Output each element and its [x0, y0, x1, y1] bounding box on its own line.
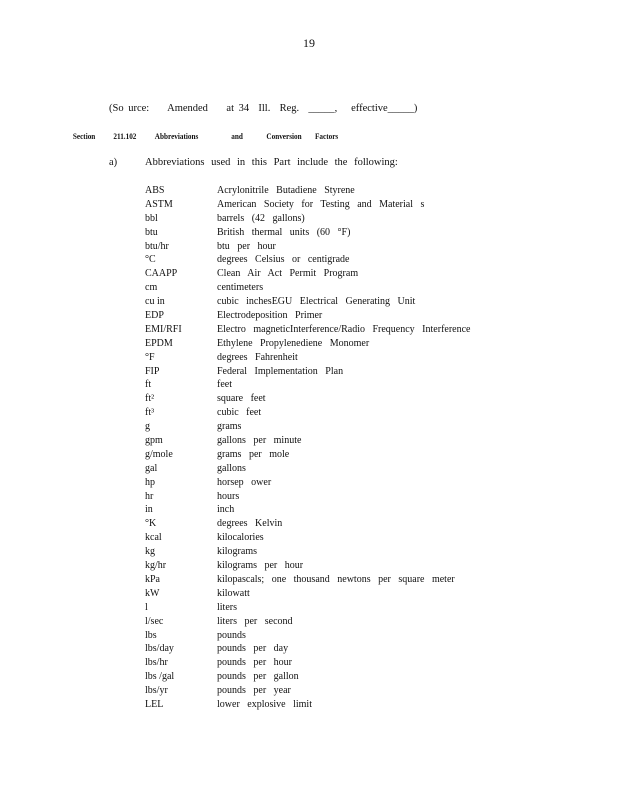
abbreviation-term: °K	[145, 518, 157, 530]
abbreviation-definition: Clean Air Act Permit Program	[217, 268, 359, 280]
abbreviation-definition: hours	[217, 490, 240, 502]
abbreviation-row	[0, 656, 618, 670]
abbreviation-term: lbs /gal	[145, 671, 175, 683]
abbreviation-row	[0, 601, 618, 615]
abbreviation-definition: grams per mole	[217, 448, 290, 460]
section-title-word: Abbreviations	[154, 132, 199, 141]
abbreviation-definition: degrees Celsius or centigrade	[217, 254, 350, 266]
abbreviation-term: kPa	[145, 573, 160, 585]
abbreviation-definition: Electrodeposition Primer	[217, 310, 323, 322]
abbreviation-row	[0, 253, 618, 267]
abbreviation-definition: kilograms per hour	[217, 560, 304, 572]
abbreviation-definition: British thermal units (60 °F)	[217, 226, 351, 238]
abbreviation-term: btu	[145, 226, 158, 238]
abbreviation-row	[0, 212, 618, 226]
abbreviation-term: gal	[145, 462, 158, 474]
abbreviation-definition: barrels (42 gallons)	[217, 212, 305, 224]
abbreviation-term: kg	[145, 546, 155, 558]
abbreviation-term: lbs	[145, 629, 157, 641]
abbreviation-term: bbl	[145, 212, 158, 224]
abbreviation-definition: pounds per year	[217, 685, 291, 697]
abbreviation-definition: pounds per gallon	[217, 671, 299, 683]
abbreviation-term: gpm	[145, 435, 163, 447]
abbreviation-row	[0, 476, 618, 490]
abbreviation-definition: liters	[217, 601, 237, 613]
abbreviation-definition: Federal Implementation Plan	[217, 365, 344, 377]
abbreviation-row	[0, 184, 618, 198]
abbreviation-term: kcal	[145, 532, 162, 544]
abbreviation-term: ft²	[145, 393, 155, 405]
abbreviation-row	[0, 351, 618, 365]
abbreviation-term: cu in	[145, 296, 165, 308]
source-note: (So urce: Amended at 34 Ill. Reg. _____, effective_____)	[109, 103, 418, 114]
abbreviation-row	[0, 545, 618, 559]
abbreviation-row	[0, 573, 618, 587]
abbreviation-row	[0, 309, 618, 323]
abbreviation-term: l	[145, 601, 148, 613]
abbreviation-row	[0, 281, 618, 295]
abbreviation-definition: grams	[217, 421, 242, 433]
abbreviation-definition: lower explosive limit	[217, 698, 312, 710]
abbreviation-term: hp	[145, 476, 155, 488]
section-title-word: and	[231, 132, 243, 141]
abbreviation-row	[0, 378, 618, 392]
abbreviation-row	[0, 323, 618, 337]
abbreviation-definition: feet	[217, 379, 232, 391]
abbreviation-term: g/mole	[145, 448, 173, 460]
abbreviation-term: in	[145, 504, 153, 516]
abbreviation-row	[0, 198, 618, 212]
abbreviation-list	[0, 184, 618, 712]
abbreviation-row	[0, 490, 618, 504]
abbreviation-row	[0, 462, 618, 476]
abbreviation-row	[0, 615, 618, 629]
abbreviation-row	[0, 629, 618, 643]
section-heading	[0, 132, 556, 146]
abbreviation-definition: pounds per day	[217, 643, 289, 655]
abbreviation-definition: liters per second	[217, 615, 293, 627]
abbreviation-row	[0, 698, 618, 712]
abbreviation-term: ft	[145, 379, 152, 391]
abbreviation-term: l/sec	[145, 615, 164, 627]
abbreviation-definition: gallons per minute	[217, 435, 302, 447]
page-number: 19	[303, 36, 315, 50]
subsection-intro: Abbreviations used in this Part include the following:	[145, 157, 398, 168]
abbreviation-row	[0, 517, 618, 531]
abbreviation-definition: inch	[217, 504, 235, 516]
abbreviation-row	[0, 448, 618, 462]
abbreviation-term: CAAPP	[145, 268, 178, 280]
section-number: 211.102	[113, 132, 137, 141]
abbreviation-term: ABS	[145, 185, 165, 196]
abbreviation-definition: degrees Fahrenheit	[217, 351, 298, 363]
abbreviation-definition: cubic inchesEGU Electrical Generating Unit	[217, 296, 416, 308]
abbreviation-definition: Ethylene Propylenediene Monomer	[217, 337, 370, 349]
abbreviation-definition: gallons	[217, 462, 246, 474]
abbreviation-term: btu/hr	[145, 240, 169, 252]
abbreviation-definition: degrees Kelvin	[217, 518, 283, 530]
abbreviation-definition: btu per hour	[217, 240, 276, 252]
abbreviation-term: g	[145, 421, 150, 433]
abbreviation-row	[0, 420, 618, 434]
abbreviation-definition: kilograms	[217, 546, 257, 558]
section-label: Section	[72, 132, 96, 141]
abbreviation-definition: kilowatt	[217, 587, 250, 599]
abbreviation-term: lbs/hr	[145, 657, 168, 669]
abbreviation-row	[0, 559, 618, 573]
abbreviation-term: FIP	[145, 365, 160, 377]
abbreviation-row	[0, 684, 618, 698]
abbreviation-term: lbs/day	[145, 643, 174, 655]
abbreviation-term: ASTM	[145, 198, 173, 210]
abbreviation-row	[0, 642, 618, 656]
abbreviation-row	[0, 503, 618, 517]
abbreviation-definition: pounds per hour	[217, 657, 292, 669]
section-title-word: Conversion	[266, 132, 302, 141]
abbreviation-term: lbs/yr	[145, 685, 168, 697]
abbreviation-term: °F	[145, 351, 155, 363]
abbreviation-row	[0, 531, 618, 545]
abbreviation-row	[0, 587, 618, 601]
abbreviation-definition: pounds	[217, 629, 246, 641]
abbreviation-definition: cubic feet	[217, 407, 262, 419]
abbreviation-row	[0, 365, 618, 379]
abbreviation-term: EMI/RFI	[145, 323, 182, 335]
abbreviation-definition: kilopascals; one thousand newtons per square meter	[217, 573, 455, 585]
abbreviation-row	[0, 434, 618, 448]
abbreviation-term: kg/hr	[145, 560, 167, 572]
abbreviation-term: kW	[145, 587, 160, 599]
abbreviation-definition: Acrylonitrile Butadiene Styrene	[217, 185, 355, 196]
abbreviation-term: LEL	[145, 698, 164, 710]
abbreviation-term: hr	[145, 490, 154, 502]
abbreviation-row	[0, 392, 618, 406]
abbreviation-definition: Electro magneticInterference/Radio Frequency Interference	[217, 323, 471, 335]
section-title-word: Factors	[315, 132, 339, 141]
abbreviation-row	[0, 406, 618, 420]
abbreviation-row	[0, 267, 618, 281]
abbreviation-definition: centimeters	[217, 282, 264, 294]
abbreviation-definition: American Society for Testing and Material s	[217, 198, 425, 210]
abbreviation-row	[0, 670, 618, 684]
abbreviation-term: ft³	[145, 407, 155, 419]
abbreviation-definition: horsep ower	[217, 476, 272, 488]
abbreviation-row	[0, 240, 618, 254]
abbreviation-term: EPDM	[145, 337, 173, 349]
abbreviation-row	[0, 226, 618, 240]
abbreviation-term: EDP	[145, 310, 164, 322]
abbreviation-term: cm	[145, 282, 158, 294]
abbreviation-row	[0, 337, 618, 351]
subsection-marker: a)	[109, 157, 118, 168]
abbreviation-term: °C	[145, 254, 156, 266]
abbreviation-row	[0, 295, 618, 309]
abbreviation-definition: square feet	[217, 393, 266, 405]
abbreviation-definition: kilocalories	[217, 532, 264, 544]
